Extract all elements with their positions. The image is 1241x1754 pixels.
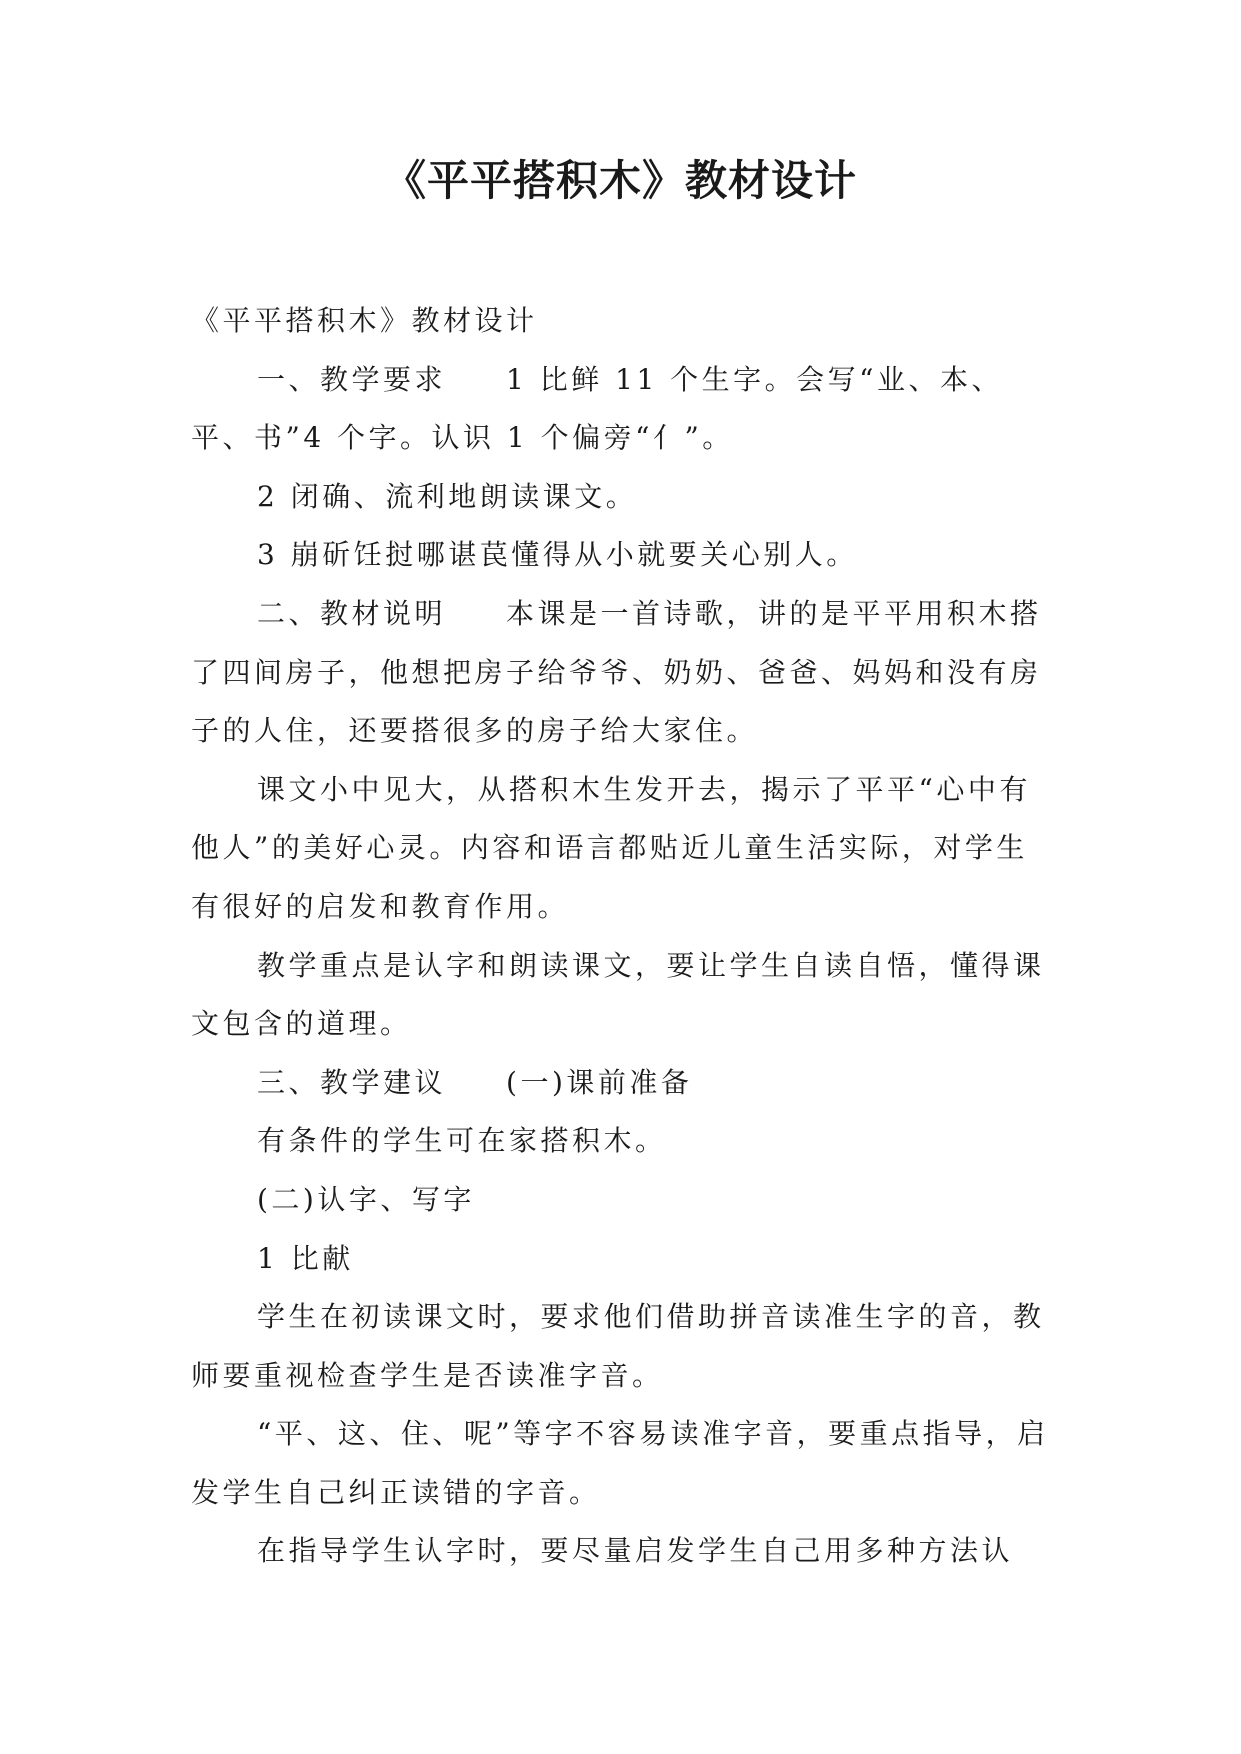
paragraph-text: 3 崩斫饪挝哪谌苠懂得从小就要关心别人。	[257, 538, 858, 572]
paragraph	[191, 1405, 1051, 1522]
paragraph-text: (二)认字、写字	[257, 1182, 475, 1216]
paragraph	[191, 937, 1051, 1054]
section-heading: 二、教材说明	[257, 596, 447, 630]
paragraph-teaching-suggestions	[191, 1054, 1051, 1113]
paragraph-text: 2 闭确、流利地朗读课文。	[257, 479, 638, 513]
paragraph	[191, 468, 1051, 527]
paragraph-text: 1 比鲜 11 个生字。会写“业、本、平、书”4 个字。认识 1 个偏旁“亻”。	[191, 362, 1003, 455]
paragraph	[191, 1112, 1051, 1171]
paragraph-lead: 《平平搭积木》教材设计	[191, 304, 538, 337]
paragraph-text: 学生在初读课文时，要求他们借助拼音读准生字的音，教师要重视检查学生是否读准字音。	[191, 1300, 1045, 1392]
paragraph	[191, 1230, 1051, 1289]
paragraph	[191, 1522, 1051, 1581]
paragraph-text: 本课是一首诗歌，讲的是平平用积木搭了四间房子，他想把房子给爷爷、奶奶、爸爸、妈妈和没有房子的人住，还要搭很多的房子给大家住。	[191, 596, 1042, 748]
paragraph-text: 课文小中见大，从搭积木生发开去，揭示了平平“心中有他人”的美好心灵。内容和语言都贴近儿童生活实际，对学生有很好的启发和教育作用。	[191, 772, 1031, 923]
paragraph-teaching-requirements	[191, 351, 1051, 468]
paragraph-text: (一)课前准备	[506, 1065, 693, 1099]
paragraph-subtitle	[191, 292, 1051, 351]
paragraph-text: 教学重点是认字和朗读课文，要让学生自读自悟，懂得课文包含的道理。	[191, 948, 1045, 1041]
paragraph	[191, 761, 1051, 937]
document-title: 《平平搭积木》教材设计	[383, 156, 857, 205]
paragraph	[191, 1171, 1051, 1230]
paragraph	[191, 526, 1051, 585]
document-body	[191, 292, 1051, 1581]
section-heading: 一、教学要求	[257, 362, 447, 396]
paragraph	[191, 1288, 1051, 1405]
section-heading: 三、教学建议	[257, 1065, 447, 1099]
paragraph-material-description	[191, 585, 1051, 761]
paragraph-text: 在指导学生认字时，要尽量启发学生自己用多种方法认	[257, 1534, 1014, 1568]
paragraph-text: 1 比献	[257, 1241, 354, 1275]
paragraph-text: 有条件的学生可在家搭积木。	[257, 1124, 667, 1158]
paragraph-text: “平、这、住、呢”等字不容易读准字音，要重点指导，启发学生自己纠正读错的字音。	[191, 1417, 1049, 1509]
